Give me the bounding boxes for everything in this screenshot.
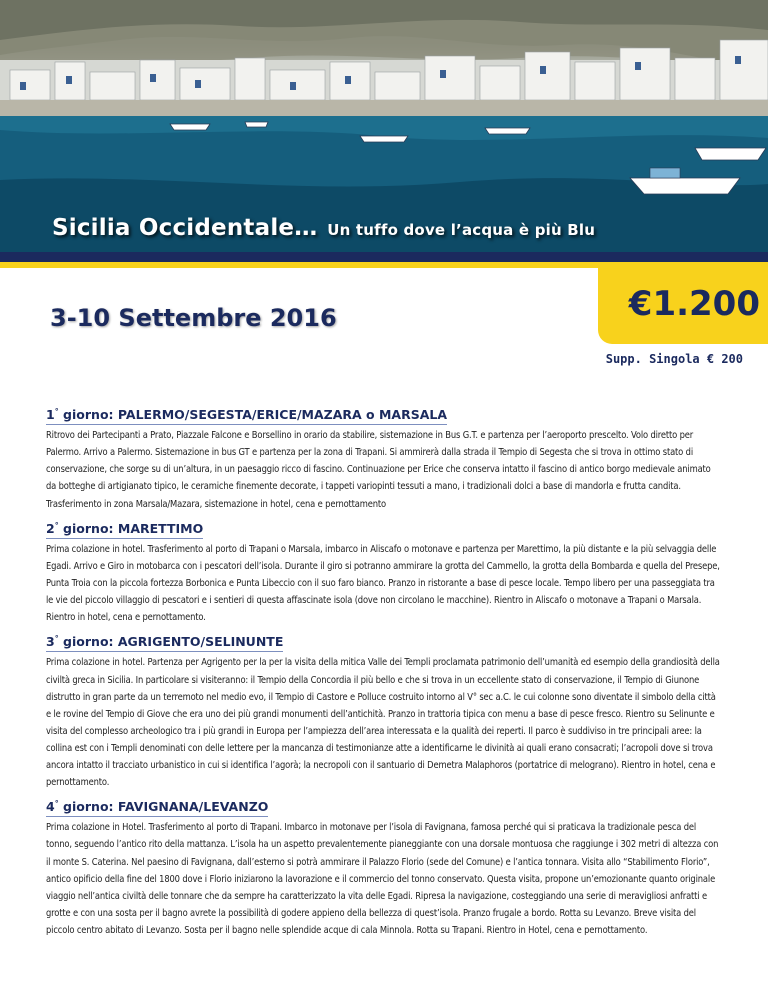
price: €1.200 bbox=[628, 284, 760, 324]
title-subtitle: Un tuffo dove l’acqua è più Blu bbox=[327, 221, 596, 239]
single-supplement: Supp. Singola € 200 bbox=[605, 352, 743, 366]
day-title: giorno: FAVIGNANA/LEVANZO bbox=[58, 799, 269, 815]
itinerary bbox=[46, 403, 720, 943]
day-heading: 4° giorno: FAVIGNANA/LEVANZO bbox=[46, 795, 268, 817]
day-section bbox=[46, 517, 720, 627]
day-heading: 1° giorno: PALERMO/SEGESTA/ERICE/MAZARA o MARSALA bbox=[46, 403, 447, 425]
day-title: giorno: PALERMO/SEGESTA/ERICE/MAZARA o MARSALA bbox=[58, 407, 448, 423]
day-title: giorno: AGRIGENTO/SELINUNTE bbox=[58, 634, 284, 650]
day-description: Prima colazione in Hotel. Trasferimento al porto di Trapani. Imbarco in motonave per l’isola di Favignana, famosa perché qui si praticava la tradizionale pesca del tonno, seguendo l’antico rito della mattanza. L’isola ha un aspetto prevalentemente pianeggiante con una dorsale montuosa che raggiunge i 302 metri di altezza con il monte S. Caterina. Nel paesino di Favignana, dall’esterno si potrà ammirare il Palazzo Florio (sede del Comune) e l’antica tonnara. Visita allo “Stabilimento Florio”, antico opificio della fine del 1800 dove i Florio iniziarono la lavorazione e il commercio del tonno conservato. Questa visita, propone un’emozionante quanto originale viaggio nell’antica civiltà delle tonnare che da sempre ha caratterizzato la vita delle Egadi. Ripresa la navigazione, costeggiando una serie di meravigliosi anfratti e grotte e con una sosta per il bagno avrete la possibilità di godere appieno della bellezza di quest’isola. Pranzo frugale a bordo. Rotta su Levanzo. Breve visita del piccolo centro abitato di Levanzo. Sosta per il bagno nelle splendide acque di cala Minnola. Rotta su Trapani. Rientro in Hotel, cena e pernottamento. bbox=[46, 822, 719, 936]
hero-title bbox=[52, 215, 595, 241]
navy-band bbox=[0, 252, 768, 262]
day-title: giorno: MARETTIMO bbox=[58, 520, 204, 536]
day-number: 3 bbox=[46, 634, 55, 650]
day-number: 1 bbox=[46, 407, 55, 423]
day-description: Prima colazione in hotel. Partenza per Agrigento per la per la visita della mitica Valle dei Templi proclamata patrimonio dell’umanità ed esempio della grandiosità della civiltà greca in Sicilia. In particolare si visiteranno: il Tempio della Concordia il più bello e che si trova in un eccellente stato di conservazione, il Tempio di Giunone distrutto in gran parte da un terremoto nel medio evo, il Tempio di Castore e Polluce costruito intorno al V° sec a.C. le cui colonne sono diventate il simbolo della città e le rovine del Tempio di Giove che era uno dei più grandi monumenti dell’antichità. Pranzo in trattoria tipica con menu a base di pesce fresco. Rientro su Selinunte e visita del complesso archeologico tra i più grandi in Europa per l’ampiezza dell’area interessata e la qualità dei reperti. Il parco è suddiviso in tre principali aree: la collina est con i Templi denominati con delle lettere per la mancanza di testimonianze atte a identificarne le divinità ai quali erano consacrati; l’acropoli dove si trova ancora intatto il tracciato urbanistico in cui si identifica l’agorà; la necropoli con il santuario di Demetra Malaphoros (portatrice di melograno). Rientro in hotel, cena e pernottamento. bbox=[46, 657, 720, 789]
day-heading: 2° giorno: MARETTIMO bbox=[46, 517, 203, 539]
day-section bbox=[46, 795, 720, 939]
day-number: 2 bbox=[46, 520, 55, 536]
day-number: 4 bbox=[46, 799, 55, 815]
hero-image bbox=[0, 0, 768, 252]
day-description: Ritrovo dei Partecipanti a Prato, Piazzale Falcone e Borsellino in orario da stabilire, sistemazione in Bus G.T. e partenza per l’aeroporto prescelto. Volo diretto per Palermo. Arrivo a Palermo. Sistemazione in bus GT e partenza per la zona di Trapani. Si ammirerà dalla strada il Tempio di Segesta che si trova in ottimo stato di conservazione, che sorge su di un’altura, in un paesaggio ricco di fascino. Continuazione per Erice che conserva intatto il fascino di antico borgo medievale animato da botteghe di artigianato tipico, le ceramiche finemente decorate, i tappeti variopinti tessuti a mano, i tradizionali dolci a base di mandorla e frutta candita. Trasferimento in zona Marsala/Mazara, sistemazione in hotel, cena e pernottamento bbox=[46, 430, 711, 510]
day-heading: 3° giorno: AGRIGENTO/SELINUNTE bbox=[46, 630, 283, 652]
trip-dates: 3-10 Settembre 2016 bbox=[50, 304, 337, 332]
day-section bbox=[46, 630, 720, 791]
title-main: Sicilia Occidentale… bbox=[52, 215, 318, 241]
day-section bbox=[46, 403, 720, 513]
day-description: Prima colazione in hotel. Trasferimento al porto di Trapani o Marsala, imbarco in Aliscafo o motonave e partenza per Marettimo, la più distante e la più selvaggia delle Egadi. Arrivo e Giro in motobarca con i pescatori dell’isola. Durante il giro si potranno ammirare la grotta del Cammello, la grotta della Bombarda e quella del Presepe, Punta Troia con la piccola fortezza Borbonica e Punta Libeccio con il suo faro bianco. Pranzo in ristorante a base di pesce locale. Tempo libero per una passeggiata tra le vie del piccolo villaggio di pescatori e i sentieri di questa affascinate isola (dove non circolano le macchine). Rientro in Aliscafo o motonave a Trapani o Marsala. Rientro in hotel, cena e pernottamento. bbox=[46, 543, 720, 624]
